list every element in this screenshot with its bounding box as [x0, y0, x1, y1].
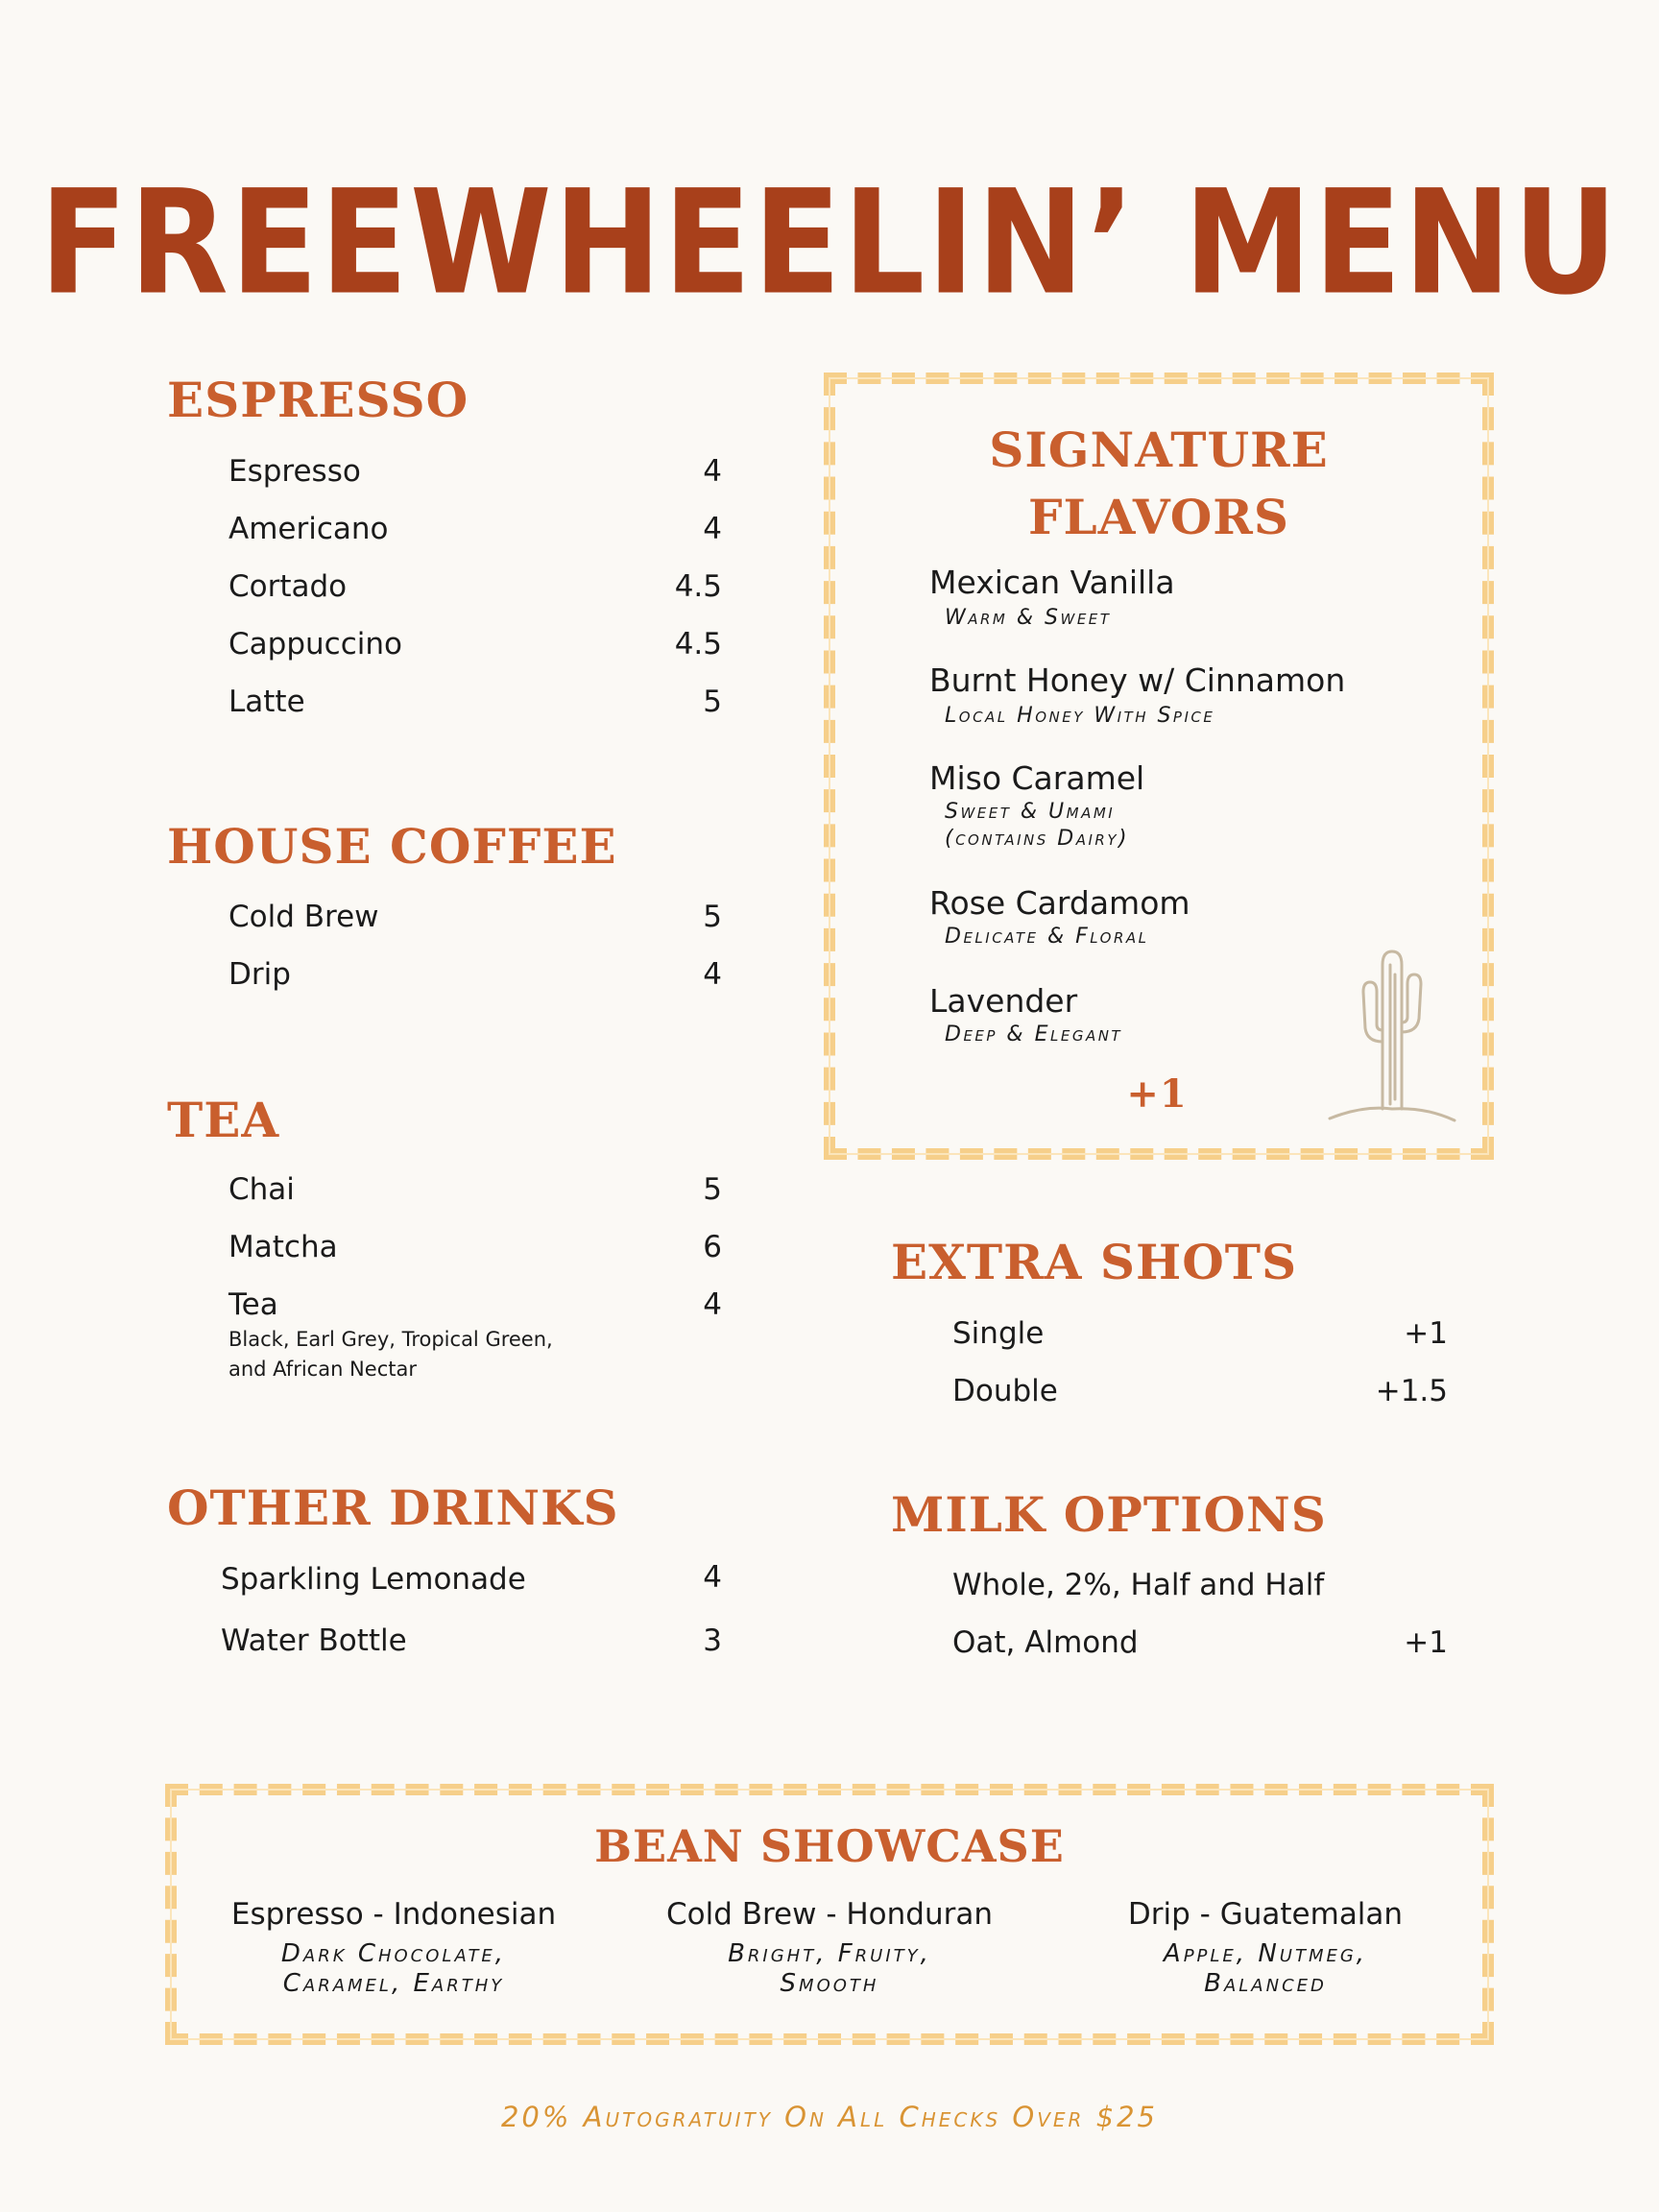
menu-item-name: Double	[952, 1374, 1058, 1408]
menu-item-name: Espresso	[228, 454, 361, 489]
flavor-name: Lavender	[929, 982, 1078, 1020]
menu-item-name: Oat, Almond	[952, 1625, 1139, 1660]
menu-item-name: Cortado	[228, 569, 348, 604]
cactus-icon	[1325, 936, 1459, 1128]
menu-item-price: 4.5	[674, 569, 722, 604]
menu-item-name: Matcha	[228, 1230, 338, 1264]
menu-item-price: 3	[703, 1623, 722, 1658]
espresso-heading: ESPRESSO	[167, 372, 469, 428]
menu-item-name: Single	[952, 1316, 1045, 1351]
flavor-name: Miso Caramel	[929, 759, 1145, 797]
flavor-desc: (contains Dairy)	[945, 827, 1130, 851]
menu-item-name: Chai	[228, 1172, 295, 1207]
menu-item-price: +1	[1404, 1625, 1448, 1660]
flavor-name: Burnt Honey w/ Cinnamon	[929, 661, 1346, 699]
flavor-desc: Deep & Elegant	[945, 1022, 1123, 1046]
menu-item-price: 4.5	[674, 627, 722, 661]
house-coffee-heading: HOUSE COFFEE	[167, 818, 617, 875]
bean-name: Cold Brew - Honduran	[665, 1897, 994, 1932]
menu-item-price: 4	[703, 512, 722, 546]
tea-heading: TEA	[167, 1092, 280, 1148]
autogratuity-footer: 20% Autogratuity On All Checks Over $25	[500, 2101, 1158, 2133]
menu-item-price: 4	[703, 454, 722, 489]
menu-item-price: 5	[703, 685, 722, 719]
milk-options-heading: MILK OPTIONS	[891, 1486, 1327, 1543]
bean-desc: Apple, Nutmeg,	[1163, 1939, 1368, 1968]
menu-item-name: Cold Brew	[228, 900, 379, 934]
menu-item-price: 5	[703, 900, 722, 934]
bean-desc: Caramel, Earthy	[282, 1969, 505, 1998]
bean-card	[628, 1897, 1031, 1999]
menu-item-name: Water Bottle	[221, 1623, 407, 1658]
note-line: Black, Earl Grey, Tropical Green,	[228, 1328, 553, 1351]
menu-item-price: 4	[703, 1560, 722, 1595]
flavor-desc: Sweet & Umami	[945, 800, 1116, 824]
menu-item-name: Sparkling Lemonade	[221, 1562, 526, 1597]
menu-item-name: Latte	[228, 685, 305, 719]
bean-desc: Dark Chocolate,	[280, 1939, 507, 1968]
flavor-desc: Local Honey With Spice	[945, 704, 1215, 728]
signature-heading-line2: FLAVORS	[1028, 489, 1289, 545]
bean-desc: Balanced	[1204, 1969, 1327, 1998]
bean-name: Espresso - Indonesian	[230, 1897, 557, 1932]
bean-desc: Smooth	[780, 1969, 879, 1998]
bean-showcase-heading: BEAN SHOWCASE	[594, 1820, 1065, 1872]
menu-item-price: 5	[703, 1172, 722, 1207]
menu-item-name: Whole, 2%, Half and Half	[952, 1568, 1325, 1602]
menu-item-name: Tea	[228, 1287, 278, 1322]
flavor-name: Rose Cardamom	[929, 884, 1190, 922]
signature-heading-line1: SIGNATURE	[989, 421, 1329, 478]
menu-item-name: Cappuccino	[228, 627, 402, 661]
flavor-desc: Warm & Sweet	[945, 606, 1112, 630]
signature-price: +1	[1126, 1071, 1188, 1117]
menu-item-price: 4	[703, 1287, 722, 1322]
flavor-name: Mexican Vanilla	[929, 564, 1175, 601]
tea-varieties-note	[228, 1325, 553, 1384]
menu-item-price: 4	[703, 957, 722, 992]
menu-item-name: Drip	[228, 957, 291, 992]
menu-item-price: 6	[703, 1230, 722, 1264]
menu-item-name: Americano	[228, 512, 389, 546]
bean-desc: Bright, Fruity,	[728, 1939, 931, 1968]
menu-item-price: +1.5	[1375, 1374, 1448, 1408]
bean-card	[1064, 1897, 1467, 1999]
flavor-desc: Delicate & Floral	[945, 925, 1149, 949]
extra-shots-heading: EXTRA SHOTS	[891, 1234, 1298, 1290]
other-drinks-heading: OTHER DRINKS	[167, 1479, 619, 1536]
note-line: and African Nectar	[228, 1358, 417, 1381]
menu-item-price: +1	[1404, 1316, 1448, 1351]
menu-title: FREEWHEELIN’ MENU	[39, 158, 1620, 327]
bean-card	[192, 1897, 595, 1999]
bean-name: Drip - Guatemalan	[1127, 1897, 1404, 1932]
